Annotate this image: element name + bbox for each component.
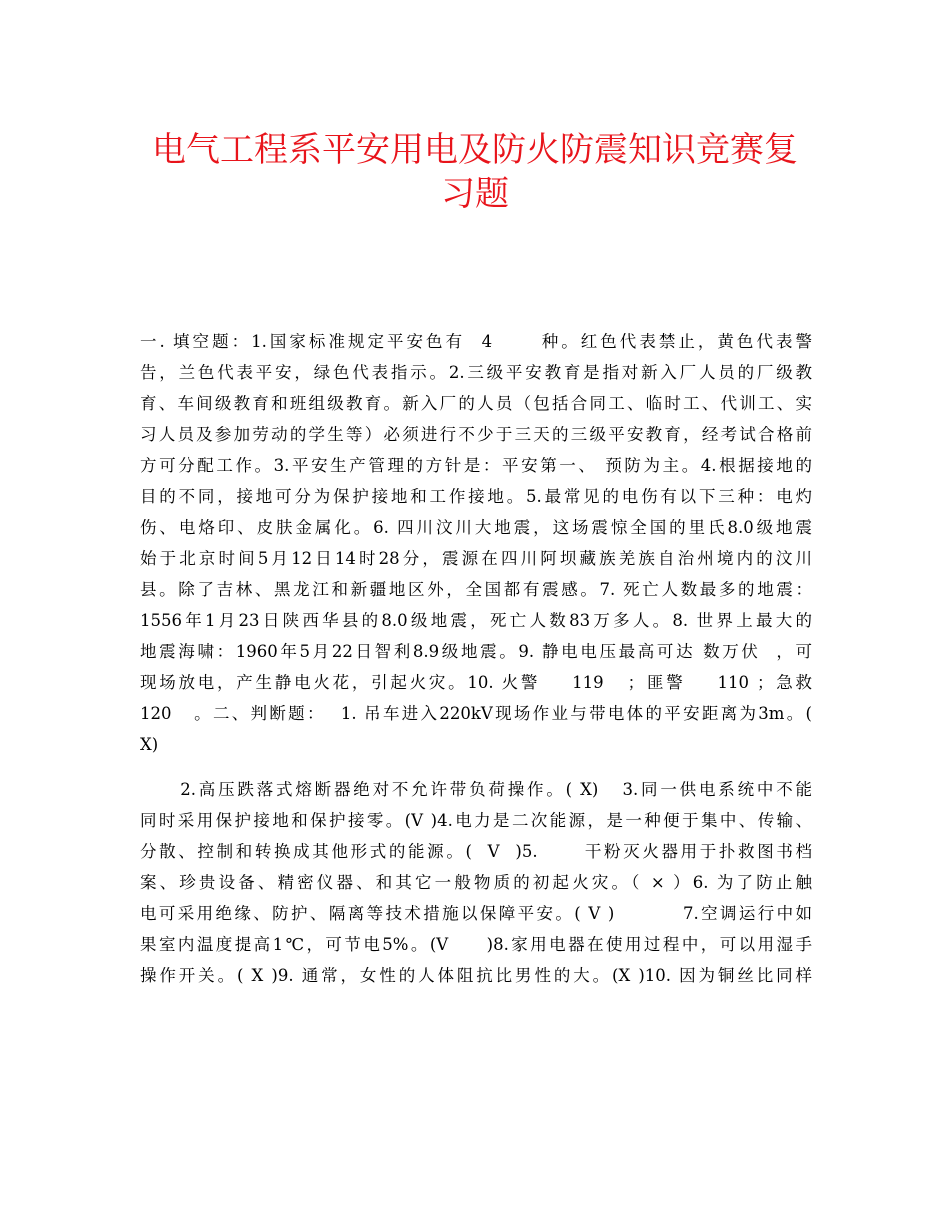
title-line-1: 电气工程系平安用电及防火防震知识竞赛复	[152, 130, 798, 170]
text-line: 120 。二、判断题： 1. 吊车进入220kV现场作业与带电体的平安距离为3m。(	[140, 704, 812, 723]
paragraph-true-false-questions	[140, 774, 812, 991]
text-line: 地震海啸：1960年5月22日智利8.9级地震。9. 静电电压最高可达 数万伏 ，可	[140, 642, 812, 661]
title-line-2: 习题	[441, 174, 509, 214]
text-line: 操作开关。( X )9. 通常，女性的人体阻抗比男性的大。(X )10. 因为铜丝比同样	[140, 966, 812, 985]
text-line: 一. 填空题：1.国家标准规定平安色有 4 种。红色代表禁止，黄色代表警	[140, 332, 812, 351]
text-line: X)	[140, 735, 159, 754]
text-line: 县。除了吉林、黑龙江和新疆地区外，全国都有震感。7. 死亡人数最多的地震：	[140, 580, 812, 599]
text-line: 案、珍贵设备、精密仪器、和其它一般物质的初起火灾。（ × ）6. 为了防止触	[140, 873, 812, 892]
text-line: 2.高压跌落式熔断器绝对不允许带负荷操作。( X) 3.同一供电系统中不能	[140, 780, 812, 799]
text-line: 始于北京时间5月12日14时28分，震源在四川阿坝藏族羌族自治州境内的汶川	[140, 549, 812, 568]
document-body	[140, 326, 812, 991]
text-line: 育、车间级教育和班组级教育。新入厂的人员（包括合同工、临时工、代训工、实	[140, 394, 812, 413]
text-line: 电可采用绝缘、防护、隔离等技术措施以保障平安。( V ) 7.空调运行中如	[140, 904, 812, 923]
text-line: 分散、控制和转换成其他形式的能源。( V )5. 干粉灭火器用于扑救图书档	[140, 842, 812, 861]
text-line: 习人员及参加劳动的学生等）必须进行不少于三天的三级平安教育，经考试合格前	[140, 425, 812, 444]
text-line: 告，兰色代表平安，绿色代表指示。2.三级平安教育是指对新入厂人员的厂级教	[140, 363, 812, 382]
text-line: 同时采用保护接地和保护接零。(V )4.电力是二次能源，是一种便于集中、传输、	[140, 811, 812, 830]
text-line: 现场放电，产生静电火花，引起火灾。10. 火警 119 ；匪警 110 ；急救	[140, 673, 812, 692]
document-title	[100, 128, 850, 216]
paragraph-fill-in-questions	[140, 326, 812, 760]
text-line: 方可分配工作。3.平安生产管理的方针是：平安第一、 预防为主。4.根据接地的	[140, 456, 812, 475]
text-line: 伤、电烙印、皮肤金属化。6. 四川汶川大地震，这场震惊全国的里氏8.0级地震	[140, 518, 812, 537]
paragraph-gap	[140, 760, 812, 774]
text-line: 1556年1月23日陕西华县的8.0级地震，死亡人数83万多人。8. 世界上最大的	[140, 611, 812, 630]
text-line: 果室内温度提高1℃，可节电5%。(V )8.家用电器在使用过程中，可以用湿手	[140, 935, 812, 954]
text-line: 目的不同，接地可分为保护接地和工作接地。5.最常见的电伤有以下三种：电灼	[140, 487, 812, 506]
